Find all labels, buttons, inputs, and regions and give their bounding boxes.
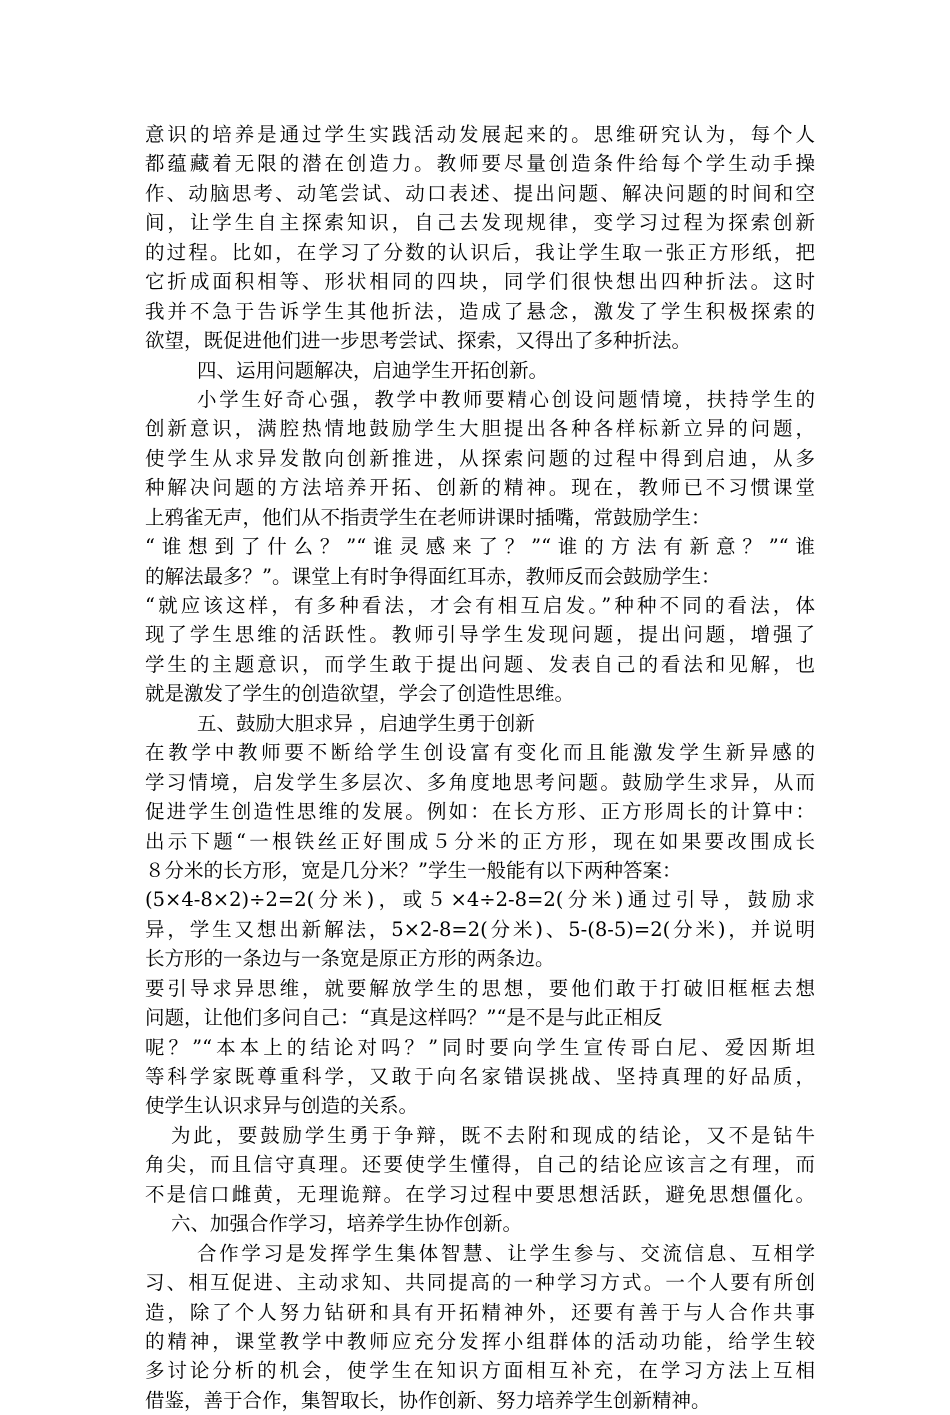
text-line: 多讨论分析的机会，使学生在知识方面相互补充，在学习方法上互相 [145,1359,815,1383]
text-line: 的精神，课堂教学中教师应充分发挥小组群体的活动功能，给学生较 [145,1329,815,1353]
text-line: 作、动脑思考、动笔尝试、动口表述、提出问题、解决问题的时间和空 [145,181,815,205]
text-line: 借鉴，善于合作，集智取长，协作创新、努力培养学生创新精神。 [145,1388,711,1412]
body-text [145,120,815,1415]
text-line: 四、运用问题解决，启迪学生开拓创新。 [197,358,549,382]
text-line: 习、相互促进、主动求知、共同提高的一种学习方式。一个人要有所创 [145,1271,815,1295]
text-line: 使学生从求异发散向创新推进，从探索问题的过程中得到启迪，从多 [145,446,815,470]
text-line: 学习情境，启发学生多层次、多角度地思考问题。鼓励学生求异，从而 [145,770,815,794]
text-line: 欲望，既促进他们进一步思考尝试、探索，又得出了多种折法。 [145,329,692,353]
text-line: 上鸦雀无声，他们从不指责学生在老师讲课时插嘴，常鼓励学生： [145,505,711,529]
text-line: 种解决问题的方法培养开拓、创新的精神。现在，教师已不习惯课堂 [145,476,815,500]
text-line: 小学生好奇心强，教学中教师要精心创设问题情境，扶持学生的 [197,387,815,411]
text-line: 六、加强合作学习，培养学生协作创新。 [171,1212,523,1236]
text-line: (5×4-8×2)÷2=2(分米)，或５×4÷2-8=2(分米)通过引导，鼓励求 [145,888,815,912]
text-line: 都蕴藏着无限的潜在创造力。教师要尽量创造条件给每个学生动手操 [145,152,815,176]
text-line: 等科学家既尊重科学，又敢于向名家错误挑战、坚持真理的好品质， [145,1065,815,1088]
text-line: 我并不急于告诉学生其他折法，造成了悬念，激发了学生积极探索的 [145,299,815,323]
text-line: “就应该这样，有多种看法，才会有相互启发。”种种不同的看法，体 [145,594,815,617]
text-line: 间，让学生自主探索知识，自己去发现规律，变学习过程为探索创新 [145,211,815,235]
text-line: 它折成面积相等、形状相同的四块，同学们很快想出四种折法。这时 [145,270,815,294]
text-line: 出示下题“一根铁丝正好围成５分米的正方形，现在如果要改围成长 [145,829,815,853]
text-line: 就是激发了学生的创造欲望，学会了创造性思维。 [145,682,575,706]
text-line: 创新意识，满腔热情地鼓励学生大胆提出各种各样标新立异的问题， [145,417,815,441]
text-line: 造，除了个人努力钻研和具有开拓精神外，还要有善于与人合作共事 [145,1300,815,1324]
text-line: 问题，让他们多问自己：“真是这样吗？”“是不是与此正相反 [145,1006,663,1030]
text-line: 学生的主题意识，而学生敢于提出问题、发表自己的看法和见解，也 [145,652,815,676]
text-line: 意识的培养是通过学生实践活动发展起来的。思维研究认为，每个人 [145,123,815,146]
text-line: 为此，要鼓励学生勇于争辩，既不去附和现成的结论，又不是钻牛 [171,1123,815,1147]
text-line: 长方形的一条边与一条宽是原正方形的两条边。 [145,947,555,971]
text-line: ８分米的长方形，宽是几分米？”学生一般能有以下两种答案： [145,858,682,882]
text-line: 不是信口雌黄，无理诡辩。在学习过程中要思想活跃，避免思想僵化。 [145,1182,815,1206]
text-line: “谁想到了什么？”“谁灵感来了？”“谁的方法有新意？”“谁 [145,535,815,559]
text-line: 异，学生又想出新解法，5×2-8=2(分米)、5-(8-5)=2(分米)，并说明 [145,917,815,941]
text-line: 促进学生创造性思维的发展。例如：在长方形、正方形周长的计算中： [145,800,815,824]
text-line: 要引导求异思维，就要解放学生的思想，要他们敢于打破旧框框去想 [145,976,815,1000]
text-line: 现了学生思维的活跃性。教师引导学生发现问题，提出问题，增强了 [145,623,815,647]
text-line: 的过程。比如，在学习了分数的认识后，我让学生取一张正方形纸，把 [145,240,815,264]
text-line: 的解法最多？”。课堂上有时争得面红耳赤，教师反而会鼓励学生： [145,564,721,588]
text-line: 呢？”“本本上的结论对吗？”同时要向学生宣传哥白尼、爱因斯坦 [145,1035,815,1059]
text-line: 五、鼓励大胆求异 ，启迪学生勇于创新 [197,711,535,735]
text-line: 合作学习是发挥学生集体智慧、让学生参与、交流信息、互相学 [197,1241,815,1265]
text-line: 在教学中教师要不断给学生创设富有变化而且能激发学生新异感的 [145,741,815,765]
text-line: 使学生认识求异与创造的关系。 [145,1094,419,1118]
text-line: 角尖，而且信守真理。还要使学生懂得，自己的结论应该言之有理，而 [145,1153,815,1177]
